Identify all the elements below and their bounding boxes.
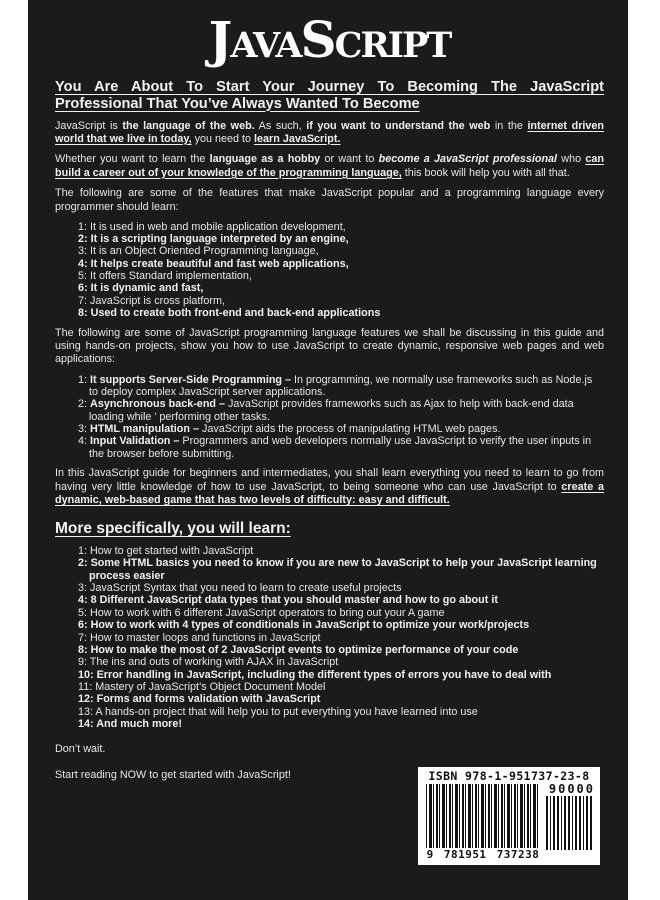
paragraph [55, 153, 604, 179]
section-heading [55, 519, 604, 538]
text-run: internet driven world that we live in today, [55, 119, 605, 145]
text-run: In this JavaScript guide for beginners and intermediates, you shall learn everything you need to learn to go from having very little knowledge of how to use JavaScript, to being someone who can use JavaScript to [55, 467, 604, 493]
text-run: or want to [320, 153, 379, 166]
list-item [55, 307, 604, 319]
text-run: 5: It offers Standard implementation, [78, 270, 252, 283]
list-item [55, 423, 604, 435]
text-run: the language of the web. [122, 119, 255, 132]
cover-content [28, 10, 628, 782]
list-item [55, 632, 604, 644]
list-item [55, 706, 604, 718]
text-run: learn JavaScript. [254, 132, 341, 145]
text-run: More specifically, you will learn: [55, 520, 291, 538]
list-item [55, 582, 604, 594]
text-run: 4: [78, 435, 91, 448]
text-run: 7: How to master loops and functions in JavaScript [78, 631, 321, 644]
text-run: As such, [254, 119, 307, 132]
text-run: 3: JavaScript Syntax that you need to learn to create useful projects [78, 582, 402, 595]
text-run: become a JavaScript professional [378, 153, 558, 166]
headline: You Are About To Start Your Journey To Becoming The JavaScript Professional That You’ve Always Wanted To Become [55, 79, 604, 112]
text-run: 10: Error handling in JavaScript, including the different types of errors you have to deal with [78, 668, 552, 681]
closing-line-2: Start reading NOW to get started with JavaScript! [55, 769, 291, 782]
list-item [55, 245, 604, 257]
text-run: 3: It is an Object Oriented Programming language, [78, 245, 319, 258]
list-item [55, 669, 604, 681]
list-item [55, 619, 604, 631]
text-run: create a dynamic, web-based game that has two levels of difficulty: easy and difficult. [55, 480, 605, 506]
list-item [55, 644, 604, 656]
text-run: Whether you want to learn the [55, 153, 210, 166]
text-run: 7: JavaScript is cross platform, [78, 294, 226, 307]
text-run: Asynchronous back-end – [90, 398, 229, 411]
text-run: 8: Used to create both front-end and back-end applications [78, 307, 381, 320]
text-run: 4: 8 Different JavaScript data types that you should master and how to go about it [78, 594, 498, 607]
text-run: In programming, we normally use frameworks such as Node.js to deploy complex JavaScript server applications. [89, 373, 593, 398]
book-title: JavaScript [208, 10, 451, 69]
text-run: The following are some of JavaScript programming language features we shall be discussing in this guide and using hands-on projects, show you how to use JavaScript to create dynamic, responsive web pages and web applications: [55, 326, 604, 366]
paragraph [55, 187, 604, 213]
text-run: Input Validation – [90, 435, 183, 448]
text-run: Programmers and web developers normally use JavaScript to verify the user inputs in the browser before submitting. [89, 435, 592, 460]
ean13-barcode-bars [426, 784, 540, 850]
feature-list [55, 374, 604, 460]
barcode-digits: 9 781951 737238 [420, 848, 546, 861]
text-run: 2: Some HTML basics you need to know if you are new to JavaScript to help your JavaScript learning process easier [78, 557, 597, 582]
list-item [55, 282, 604, 294]
text-run: this book will help you with all that. [401, 166, 570, 179]
text-run: 13: A hands-on project that will help you to put everything you have learned into use [78, 705, 478, 718]
content-sections [55, 120, 604, 731]
list-item [55, 594, 604, 606]
text-run: 1: It is used in web and mobile application development, [78, 220, 346, 233]
list-item [55, 545, 604, 557]
list-item [55, 557, 604, 582]
text-run: in the [490, 119, 528, 132]
barcode-box [418, 767, 600, 865]
list-item [55, 221, 604, 233]
text-run: 5: How to work with 6 different JavaScript operators to bring out your A game [78, 606, 445, 619]
paragraph [55, 120, 604, 146]
book-back-cover [28, 0, 628, 900]
list-item [55, 295, 604, 307]
list-item [55, 607, 604, 619]
text-run: 2: It is a scripting language interpreted by an engine, [78, 233, 349, 246]
list-item [55, 718, 604, 730]
text-run: 11: Mastery of JavaScript’s Object Document Model [78, 680, 326, 693]
barcode-price-code: 90000 [548, 782, 595, 796]
list-item [55, 435, 604, 460]
list-item [55, 693, 604, 705]
text-run: 4: It helps create beautiful and fast web applications, [78, 257, 349, 270]
text-run: 12: Forms and forms validation with JavaScript [78, 693, 321, 706]
text-run: 14: And much more! [78, 717, 182, 730]
text-run: language as a hobby [209, 153, 321, 166]
text-run: It supports Server-Side Programming – [90, 373, 295, 386]
text-run: 2: [78, 398, 91, 411]
text-run: 6: How to work with 4 types of conditionals in JavaScript to optimize your work/projects [78, 619, 530, 632]
text-run: 6: It is dynamic and fast, [78, 282, 204, 295]
list-item [55, 374, 604, 399]
text-run: can build a career out of your knowledge of the programming language, [55, 153, 604, 179]
text-run: 3: [78, 422, 91, 435]
text-run: HTML manipulation – [90, 422, 202, 435]
feature-list [55, 221, 604, 320]
text-run: 1: [78, 373, 91, 386]
text-run: JavaScript provides frameworks such as Ajax to help with back-end data loading while ’ performing other tasks. [89, 398, 574, 423]
text-run: who [557, 153, 586, 166]
supplemental-barcode-bars [546, 796, 592, 850]
list-item [55, 270, 604, 282]
feature-list [55, 545, 604, 730]
text-run: JavaScript aids the process of manipulating HTML web pages. [202, 422, 501, 435]
list-item [55, 398, 604, 423]
text-run: you need to [191, 132, 255, 145]
closing-line-1: Don’t wait. [55, 743, 106, 756]
text-run: JavaScript is [55, 119, 123, 132]
list-item [55, 681, 604, 693]
list-item [55, 656, 604, 668]
isbn-number: ISBN 978-1-951737-23-8 [428, 769, 590, 783]
paragraph [55, 327, 604, 367]
paragraph [55, 467, 604, 507]
text-run: 9: The ins and outs of working with AJAX in JavaScript [78, 656, 339, 669]
text-run: if you want to understand the web [306, 119, 491, 132]
list-item [55, 233, 604, 245]
list-item [55, 258, 604, 270]
text-run: 1: How to get started with JavaScript [78, 545, 254, 558]
text-run: The following are some of the features that make JavaScript popular and a programming language every programmer should learn: [55, 187, 604, 213]
text-run: 8: How to make the most of 2 JavaScript events to optimize performance of your code [78, 643, 519, 656]
